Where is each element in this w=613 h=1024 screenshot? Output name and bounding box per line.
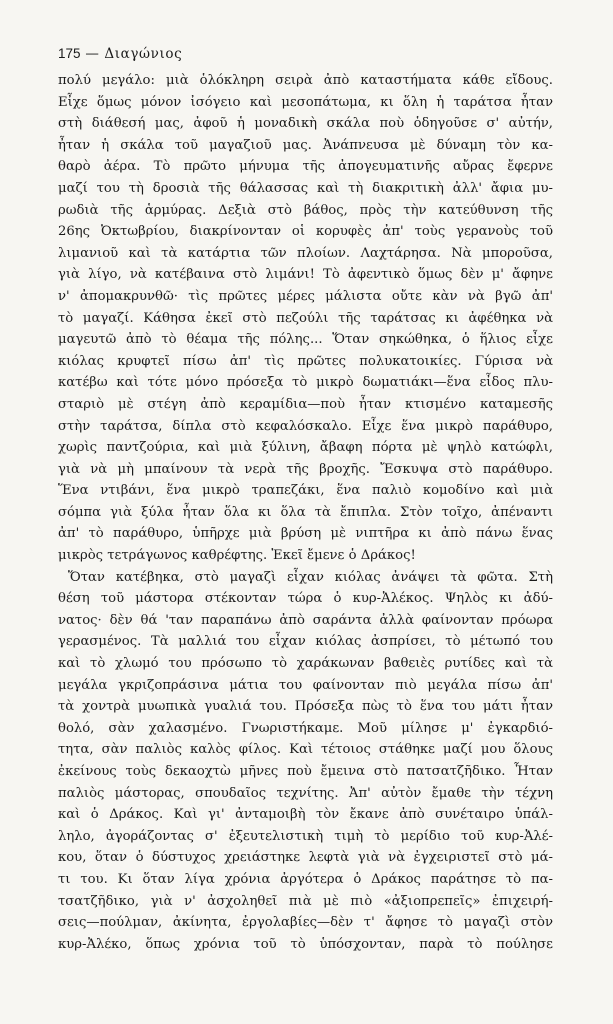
text-line: κου, ὅταν ὁ δύστυχος χρειάστηκε λεφτὰ γιὰ νὰ ἐγχειριστεῖ στὸ μά-	[58, 850, 553, 866]
text-line: ρωδιὰ τῆς ἁρμύρας. Δεξιὰ στὸ βάθος, πρὸς τὴν κατεύθυνση τῆς	[58, 202, 553, 218]
text-line: Εἶχε ὅμως μόνον ἰσόγειο καὶ μεσοπάτωμα, κι ὅλη ἡ ταράτσα ἦταν	[58, 94, 553, 110]
text-line: γιὰ λίγο, νὰ κατέβαινα στὸ λιμάνι! Τὸ ἀφεντικὸ ὅμως δὲν μ' ἄφηνε	[58, 267, 553, 283]
text-line: γιὰ νὰ μὴ μπαίνουν τὰ νερὰ τῆς βροχῆς. Ἔσκυψα στὸ παράθυρο.	[58, 461, 553, 477]
text-line: καὶ τὸ χλωμό του πρόσωπο τὸ χαράκωναν βαθειὲς ρυτίδες καὶ τὰ	[58, 656, 553, 672]
text-line: χωρὶς παντζούρια, καὶ μιὰ ξύλινη, ἄβαφη πόρτα μὲ ψηλὸ κατώφλι,	[58, 440, 553, 456]
text-line: θαρὸ ἀέρα. Τὸ πρῶτο μήνυμα τῆς ἀπογευματινῆς αὔρας ἔφερνε	[58, 159, 553, 175]
text-line: τὸ μαγαζί. Κάθησα ἐκεῖ στὸ πεζούλι τῆς ταράτσας κι ἀφέθηκα νὰ	[58, 310, 553, 326]
header-separator: —	[80, 46, 105, 62]
text-line: ν' ἀπομακρυνθῶ· τὶς πρῶτες μέρες μάλιστα οὔτε κὰν νὰ βγῶ ἀπ'	[58, 288, 553, 304]
text-line: 26ης Ὀκτωβρίου, διακρίνονταν οἱ κορυφὲς ἀπ' τοὺς γερανοὺς τοῦ	[58, 224, 553, 240]
text-line: γερασμένος. Τὰ μαλλιά του εἶχαν κιόλας ἀσπρίσει, τὸ μέτωπό του	[58, 634, 553, 650]
text-line: Ὅταν κατέβηκα, στὸ μαγαζὶ εἶχαν κιόλας ἀνάψει τὰ φῶτα. Στὴ	[68, 569, 553, 585]
text-line: μαζί του τὴ δροσιὰ τῆς θάλασσας καὶ τὴ διακριτικὴ ἀλλ' ἄφια μυ-	[58, 180, 553, 196]
body-text	[58, 70, 553, 955]
book-title: Διαγώνιος	[104, 46, 183, 62]
text-line: μεγάλα γκριζοπράσινα μάτια του φαίνονταν πιὸ μεγάλα πίσω ἀπ'	[58, 677, 553, 693]
text-line: ἐκείνους τοὺς δεκαοχτὼ μῆνες ποὺ ἔμεινα στὸ πατσατζῆδικο. Ἦταν	[58, 764, 553, 779]
text-line: ἀπ' τὸ παράθυρο, ὑπῆρχε μιὰ βρύση μὲ νιπτῆρα κι ἀπὸ πάνω ἕνας	[58, 526, 553, 542]
text-line: παλιὸς μάστορας, σπουδαῖος τεχνίτης. Ἀπ' αὐτὸν ἔμαθε τὴν τέχνη	[58, 785, 553, 801]
text-line: κατέβω καὶ τότε μόνο πρόσεξα τὸ μικρὸ δωματιάκι—ἕνα εἶδος πλυ-	[58, 375, 553, 391]
text-line: θολό, σὰν χαλασμένο. Γνωριστήκαμε. Μοῦ μίλησε μ' ἐγκαρδιό-	[58, 720, 553, 736]
text-line: καὶ ὁ Δράκος. Καὶ γι' ἀνταμοιβὴ τὸν ἔκανε ἀπὸ συνέταιρο ὑπάλ-	[58, 807, 553, 823]
text-line: θέση τοῦ μάστορα στέκονταν τώρα ὁ κυρ-Ἀλέκος. Ψηλὸς κι ἀδύ-	[58, 591, 553, 607]
text-line: στὴν ταράτσα, δίπλα στὸ κεφαλόσκαλο. Εἶχε ἕνα μικρὸ παράθυρο,	[58, 418, 553, 434]
text-line: τὰ χοντρὰ μυωπικὰ γυαλιά του. Πρόσεξα πὼς τὸ ἕνα του μάτι ἦταν	[58, 699, 553, 715]
text-line: τι του. Κι ὅταν λίγα χρόνια ἀργότερα ὁ Δράκος παράτησε τὸ πα-	[58, 871, 553, 887]
text-line: σόμπα γιὰ ξύλα ἦταν ὅλα κι ὅλα τὰ ἔπιπλα. Στὸν τοῖχο, ἀπέναντι	[58, 504, 553, 520]
text-line: λιμανιοῦ καὶ τὰ κατάρτια τῶν πλοίων. Λαχτάρησα. Νὰ μποροῦσα,	[58, 245, 553, 261]
text-line: πολύ μεγάλο: μιὰ ὁλόκληρη σειρὰ ἀπὸ καταστήματα κάθε εἴδους.	[58, 73, 553, 88]
text-line: Ἕνα ντιβάνι, ἕνα μικρὸ τραπεζάκι, ἕνα παλιὸ κομοδίνο καὶ μιὰ	[58, 483, 553, 499]
text-line: τητα, σὰν παλιὸς καλὸς φίλος. Καὶ τέτοιος στάθηκε μαζί μου ὅλους	[58, 742, 553, 758]
page-number: 175	[58, 46, 81, 61]
text-line: νατος· δὲν θά 'ταν παραπάνω ἀπὸ σαράντα ἀλλὰ φαίνονταν πρόωρα	[58, 612, 553, 628]
text-line: στὴ διάθεσή μας, ἀφοῦ ἡ μοναδικὴ σκάλα ποὺ ὁδηγοῦσε σ' αὐτήν,	[58, 116, 553, 132]
text-line: τσατζῆδικο, γιὰ ν' ἀσχοληθεῖ πιὰ μὲ πιὸ «ἀξιοπρεπεῖς» ἐπιχειρή-	[58, 893, 553, 909]
text-line: μικρὸς τετράγωνος καθρέφτης. Ἐκεῖ ἔμενε ὁ Δράκος!	[58, 548, 416, 564]
text-line: μαγευτῶ ἀπὸ τὸ θέαμα τῆς πόλης... Ὅταν σηκώθηκα, ὁ ἥλιος εἶχε	[58, 332, 553, 348]
text-line: σταριὸ μὲ στέγη ἀπὸ κεραμίδια—ποὺ ἦταν κτισμένο καταμεσῆς	[58, 396, 553, 412]
text-line: ἦταν ἡ σκάλα τοῦ μαγαζιοῦ μας. Ἀνάπνευσα μὲ δύναμη τὸν κα-	[58, 137, 553, 153]
text-line: σεις—πούλμαν, ἀκίνητα, ἐργολαβίες—δὲν τ' ἄφησε τὸ μαγαζὶ στὸν	[58, 915, 553, 931]
text-line: ληλο, ἀγοράζοντας σ' ἐξευτελιστικὴ τιμὴ τὸ μερίδιο τοῦ κυρ-Ἀλέ-	[58, 828, 553, 844]
running-header	[58, 46, 182, 62]
text-line: κιόλας κρυφτεῖ πίσω ἀπ' τὶς πρῶτες πολυκατοικίες. Γύρισα νὰ	[58, 353, 553, 369]
text-line: κυρ-Ἀλέκο, ὅπως χρόνια τοῦ τὸ ὑπόσχονταν, παρὰ τὸ πούλησε	[58, 936, 553, 952]
